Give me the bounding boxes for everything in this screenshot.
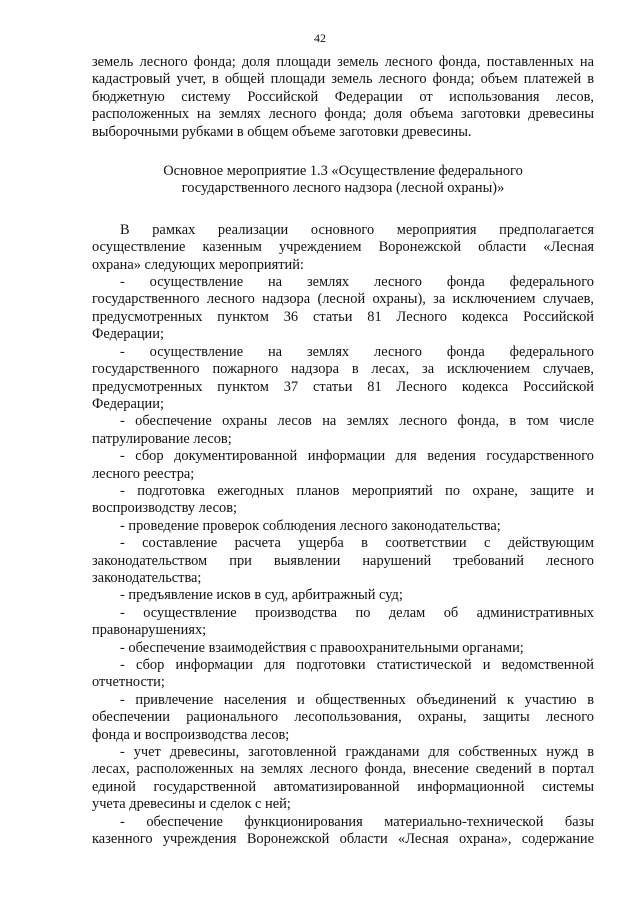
text-line: - привлечение населения и общественных объединений к участию в xyxy=(120,691,594,708)
text-line: - сбор информации для подготовки статистической и ведомственной xyxy=(120,657,594,673)
list-item xyxy=(92,657,594,692)
text-line: - обеспечение функционирования материально-технической базы xyxy=(120,813,594,830)
text-line: государственного пожарного надзора в лесах, за исключением случаев, xyxy=(92,361,594,378)
text-line: - осуществление производства по делам об административных xyxy=(120,604,594,621)
text-line: патрулирование лесов; xyxy=(92,430,232,447)
document-body xyxy=(92,54,594,848)
text-line: фонда и воспроизводства лесов; xyxy=(92,726,290,743)
text-line: кадастровый учет, в общей площади земель лесного фонда; объем платежей в xyxy=(92,71,594,88)
text-line: Федерации; xyxy=(92,395,164,412)
text-line: выборочными рубками в общем объеме заготовки древесины. xyxy=(92,123,472,140)
text-line: - предъявление исков в суд, арбитражный суд; xyxy=(120,587,403,604)
text-line: - подготовка ежегодных планов мероприятий по охране, защите и xyxy=(120,482,594,499)
text-line: осуществление казенным учреждением Воронежской области «Лесная xyxy=(92,239,594,256)
list-item xyxy=(92,448,594,483)
text-line: - учет древесины, заготовленной гражданами для собственных нужд в xyxy=(120,744,594,761)
lead-paragraph xyxy=(92,222,594,274)
list-item xyxy=(92,518,594,535)
text-line: законодательства; xyxy=(92,569,202,586)
text-line: - составление расчета ущерба в соответствии с действующим xyxy=(120,535,594,552)
text-line: правонарушениях; xyxy=(92,622,207,639)
text-line: В рамках реализации основного мероприятия предполагается xyxy=(120,221,594,238)
text-line: единой государственной автоматизированной информационной системы xyxy=(92,778,594,795)
page-number: 42 xyxy=(314,31,326,45)
text-line: отчетности; xyxy=(92,674,165,691)
text-line: предусмотренных пунктом 36 статьи 81 Лесного кодекса Российской xyxy=(92,308,594,325)
list-item xyxy=(92,274,594,344)
list-item xyxy=(92,744,594,814)
list-item xyxy=(92,814,594,849)
heading-line: Основное мероприятие 1.3 «Осуществление федерального xyxy=(163,163,523,180)
list-item xyxy=(92,587,594,604)
text-line: охрана» следующих мероприятий: xyxy=(92,256,304,273)
text-line: Федерации; xyxy=(92,326,164,343)
text-line: законодательством при выявлении нарушений требований лесного xyxy=(92,552,594,569)
text-line: - проведение проверок соблюдения лесного законодательства; xyxy=(120,517,501,534)
intro-paragraph xyxy=(92,54,594,141)
text-line: - сбор документированной информации для ведения государственного xyxy=(120,448,594,465)
text-line: учета древесины и сделок с ней; xyxy=(92,796,291,813)
list-item xyxy=(92,605,594,640)
text-line: воспроизводству лесов; xyxy=(92,500,237,517)
text-line: земель лесного фонда; доля площади земель лесного фонда, поставленных на xyxy=(92,54,594,70)
list-item xyxy=(92,640,594,657)
text-line: - осуществление на землях лесного фонда федерального xyxy=(120,274,594,291)
text-line: предусмотренных пунктом 37 статьи 81 Лесного кодекса Российской xyxy=(92,378,594,395)
list-item xyxy=(92,483,594,518)
list-item xyxy=(92,535,594,587)
text-line: лесного реестра; xyxy=(92,465,195,482)
section-heading xyxy=(92,163,594,198)
measures-list xyxy=(92,222,594,849)
text-line: бюджетную систему Российской Федерации от использования лесов, xyxy=(92,88,594,105)
text-line: расположенных на землях лесного фонда; доля объема заготовки древесины xyxy=(92,106,594,123)
text-line: обеспечении рационального лесопользования, охраны, защиты лесного xyxy=(92,709,594,726)
text-line: - обеспечение охраны лесов на землях лесного фонда, в том числе xyxy=(120,413,594,430)
text-line: лесах, расположенных на землях лесного фонда, внесение сведений в портал xyxy=(92,761,594,778)
heading-line: государственного лесного надзора (лесной охраны)» xyxy=(181,180,505,197)
text-line: - обеспечение взаимодействия с правоохранительными органами; xyxy=(120,639,524,656)
list-item xyxy=(92,692,594,744)
text-line: - осуществление на землях лесного фонда федерального xyxy=(120,343,594,360)
list-item xyxy=(92,344,594,414)
list-item xyxy=(92,413,594,448)
text-line: государственного лесного надзора (лесной охраны), за исключением случаев, xyxy=(92,291,594,308)
text-line: казенного учреждения Воронежской области «Лесная охрана», содержание xyxy=(92,831,594,848)
